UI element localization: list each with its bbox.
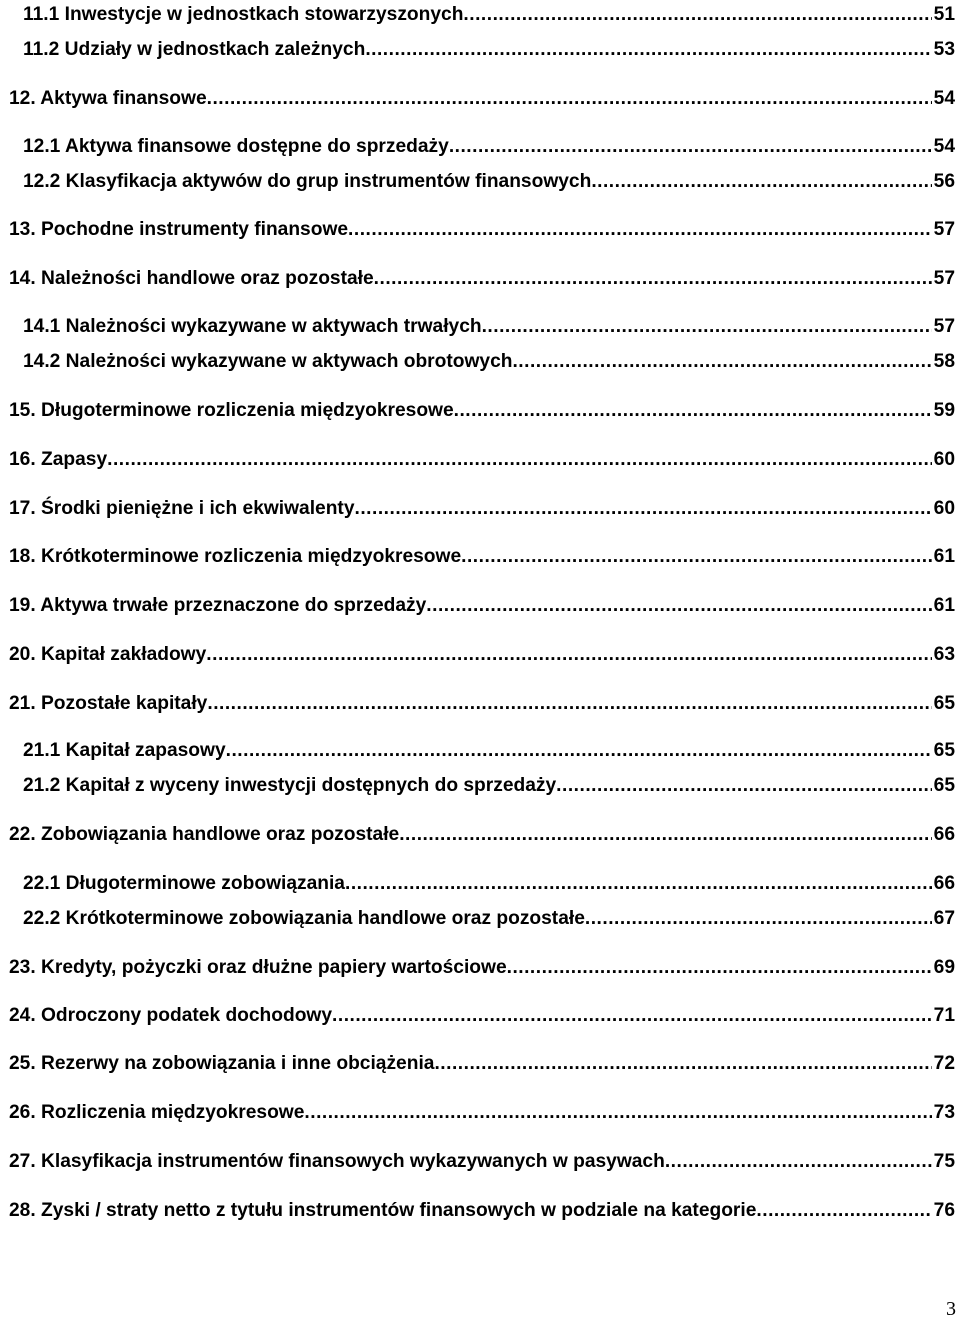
toc-entry-page: 69	[933, 957, 955, 978]
toc-entry-label: 22.1 Długoterminowe zobowiązania	[23, 873, 345, 894]
toc-entry[interactable]	[9, 591, 955, 617]
toc-dot-leader	[482, 316, 932, 338]
toc-entry[interactable]	[9, 640, 955, 666]
toc-entry[interactable]	[23, 312, 955, 338]
toc-entry-label: 11.1 Inwestycje w jednostkach stowarzyszonych	[23, 4, 464, 25]
toc-entry-label: 11.2 Udziały w jednostkach zależnych	[23, 39, 366, 60]
toc-entry-page: 58	[933, 351, 955, 372]
toc-entry[interactable]	[9, 445, 955, 471]
toc-entry[interactable]	[23, 167, 955, 193]
toc-entry[interactable]	[9, 820, 955, 846]
toc-entry-page: 65	[933, 740, 955, 761]
toc-dot-leader	[591, 171, 931, 193]
toc-entry-page: 75	[933, 1151, 955, 1172]
toc-entry-page: 60	[933, 449, 955, 470]
toc-entry-label: 22.2 Krótkoterminowe zobowiązania handlowe oraz pozostałe	[23, 908, 585, 929]
toc-entry-label: 12.2 Klasyfikacja aktywów do grup instrumentów finansowych	[23, 171, 592, 192]
toc-dot-leader	[399, 824, 931, 846]
toc-entry-label: 17. Środki pieniężne i ich ekwiwalenty	[9, 498, 355, 519]
toc-entry-label: 14. Należności handlowe oraz pozostałe	[9, 268, 374, 289]
toc-entry-page: 54	[933, 136, 955, 157]
toc-dot-leader	[461, 546, 932, 568]
toc-entry[interactable]	[23, 736, 955, 762]
toc-dot-leader	[206, 644, 931, 666]
toc-entry-label: 22. Zobowiązania handlowe oraz pozostałe	[9, 824, 400, 845]
toc-entry[interactable]	[9, 689, 955, 715]
toc-entry-page: 57	[933, 219, 955, 240]
toc-entry-label: 13. Pochodne instrumenty finansowe	[9, 219, 349, 240]
toc-entry[interactable]	[23, 869, 955, 895]
toc-entry-page: 76	[933, 1200, 955, 1221]
toc-entry-page: 56	[933, 171, 955, 192]
toc-dot-leader	[348, 219, 932, 241]
toc-entry-page: 59	[933, 400, 955, 421]
toc-entry-label: 19. Aktywa trwałe przeznaczone do sprzedaży	[9, 595, 427, 616]
toc-entry[interactable]	[23, 771, 955, 797]
toc-entry-page: 61	[933, 595, 955, 616]
toc-entry-page: 66	[933, 873, 955, 894]
page-number: 3	[946, 1298, 956, 1320]
toc-entry-label: 14.2 Należności wykazywane w aktywach obrotowych	[23, 351, 513, 372]
toc-entry[interactable]	[9, 1049, 955, 1075]
toc-entry-page: 61	[933, 546, 955, 567]
toc-entry[interactable]	[9, 84, 955, 110]
toc-entry[interactable]	[9, 215, 955, 241]
toc-dot-leader	[207, 693, 931, 715]
toc-entry-label: 27. Klasyfikacja instrumentów finansowych wykazywanych w pasywach	[9, 1151, 665, 1172]
toc-dot-leader	[507, 957, 932, 979]
toc-entry-label: 16. Zapasy	[9, 449, 108, 470]
toc-entry-page: 66	[933, 824, 955, 845]
toc-entry[interactable]	[9, 1001, 955, 1027]
toc-entry-label: 21.1 Kapitał zapasowy	[23, 740, 226, 761]
toc-entry[interactable]	[9, 1098, 955, 1124]
toc-dot-leader	[332, 1005, 932, 1027]
toc-entry-page: 73	[933, 1102, 955, 1123]
toc-entry-label: 24. Odroczony podatek dochodowy	[9, 1005, 333, 1026]
toc-dot-leader	[434, 1053, 931, 1075]
toc-entry[interactable]	[23, 904, 955, 930]
toc-entry[interactable]	[9, 264, 955, 290]
toc-entry[interactable]	[9, 953, 955, 979]
toc-entry[interactable]	[23, 35, 955, 61]
toc-dot-leader	[512, 351, 931, 373]
toc-entry-page: 51	[933, 4, 955, 25]
toc-entry-label: 12.1 Aktywa finansowe dostępne do sprzedaży	[23, 136, 449, 157]
toc-entry-page: 53	[933, 39, 955, 60]
toc-entry-page: 57	[933, 316, 955, 337]
toc-entry-label: 28. Zyski / straty netto z tytułu instrumentów finansowych w podziale na kategorie	[9, 1200, 757, 1221]
toc-dot-leader	[107, 449, 932, 471]
toc-dot-leader	[374, 268, 932, 290]
toc-entry-label: 21.2 Kapitał z wyceny inwestycji dostępnych do sprzedaży	[23, 775, 557, 796]
toc-entry[interactable]	[9, 494, 955, 520]
toc-dot-leader	[365, 39, 931, 61]
toc-dot-leader	[449, 136, 932, 158]
toc-entry-label: 21. Pozostałe kapitały	[9, 693, 208, 714]
toc-entry-page: 60	[933, 498, 955, 519]
toc-entry[interactable]	[9, 1147, 955, 1173]
toc-entry[interactable]	[23, 347, 955, 373]
toc-dot-leader	[585, 908, 932, 930]
toc-dot-leader	[355, 498, 932, 520]
toc-dot-leader	[454, 400, 932, 422]
toc-entry-label: 20. Kapitał zakładowy	[9, 644, 207, 665]
toc-dot-leader	[345, 873, 932, 895]
toc-entry-label: 14.1 Należności wykazywane w aktywach trwałych	[23, 316, 482, 337]
toc-entry-page: 71	[933, 1005, 955, 1026]
toc-entry-page: 67	[933, 908, 955, 929]
toc-dot-leader	[463, 4, 931, 26]
toc-dot-leader	[556, 775, 931, 797]
toc-dot-leader	[426, 595, 931, 617]
toc-entry-page: 54	[933, 88, 955, 109]
toc-dot-leader	[665, 1151, 932, 1173]
toc-entry-label: 26. Rozliczenia międzyokresowe	[9, 1102, 305, 1123]
toc-entry-label: 18. Krótkoterminowe rozliczenia międzyokresowe	[9, 546, 462, 567]
toc-dot-leader	[304, 1102, 931, 1124]
toc-dot-leader	[207, 88, 932, 110]
toc-entry[interactable]	[23, 132, 955, 158]
toc-entry-page: 65	[933, 693, 955, 714]
toc-entry-page: 72	[933, 1053, 955, 1074]
toc-entry[interactable]	[9, 396, 955, 422]
toc-entry[interactable]	[9, 1196, 955, 1222]
toc-dot-leader	[226, 740, 932, 762]
toc-entry-page: 65	[933, 775, 955, 796]
toc-entry-label: 23. Kredyty, pożyczki oraz dłużne papiery wartościowe	[9, 957, 507, 978]
toc-entry-page: 63	[933, 644, 955, 665]
toc-entry-page: 57	[933, 268, 955, 289]
toc-dot-leader	[756, 1200, 931, 1222]
toc-entry-label: 25. Rezerwy na zobowiązania i inne obciążenia	[9, 1053, 435, 1074]
toc-entry[interactable]	[23, 0, 955, 26]
toc-entry-label: 15. Długoterminowe rozliczenia międzyokresowe	[9, 400, 454, 421]
toc-entry[interactable]	[9, 542, 955, 568]
toc-entry-label: 12. Aktywa finansowe	[9, 88, 207, 109]
